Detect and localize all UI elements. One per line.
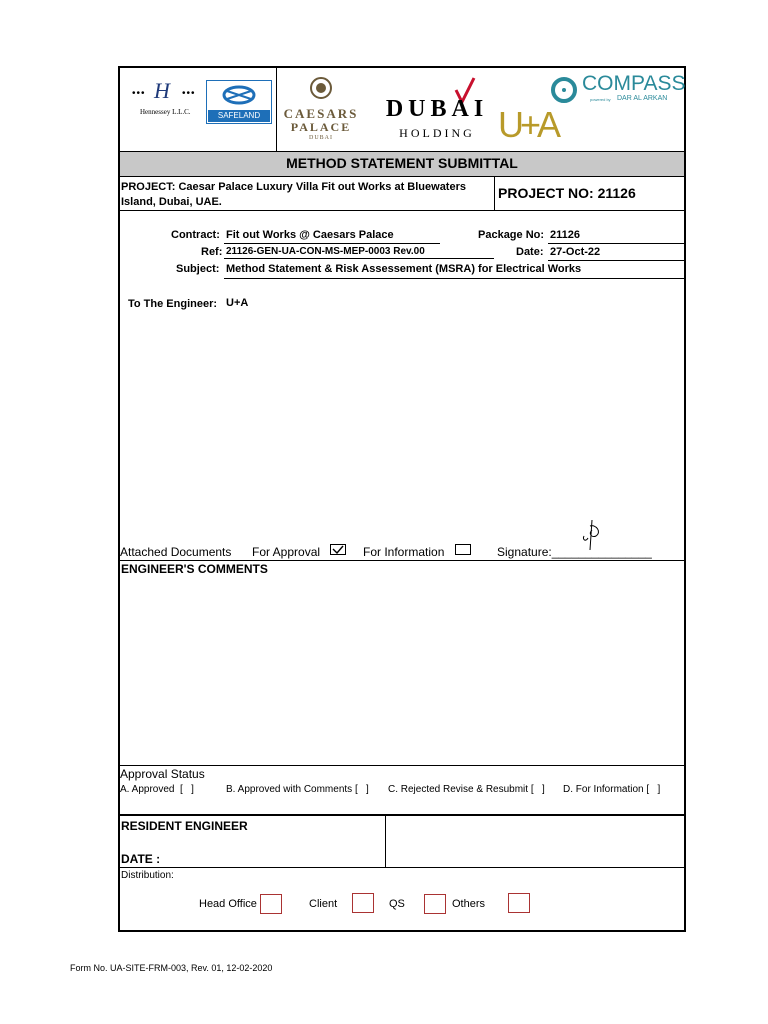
distribution-client-box[interactable] xyxy=(352,893,374,913)
comments-area[interactable] xyxy=(120,578,684,764)
logo-row xyxy=(120,68,684,152)
distribution-others-box[interactable] xyxy=(508,893,530,913)
subject-label: Subject: xyxy=(176,263,220,275)
engineers-comments-title: ENGINEER'S COMMENTS xyxy=(121,562,268,576)
date-label: Date: xyxy=(516,246,544,258)
for-approval-label: For Approval xyxy=(252,545,321,559)
for-information-checkbox[interactable] xyxy=(455,544,471,555)
distribution-client-label: Client xyxy=(309,898,338,910)
attached-documents-label: Attached Documents xyxy=(120,545,232,559)
hennessey-logo: ••• H ••• Hennessey L.L.C. xyxy=(132,78,196,116)
distribution-qs-label: QS xyxy=(389,898,405,910)
ref-label: Ref: xyxy=(201,246,223,258)
caesars-line2: PALACE xyxy=(290,120,352,134)
compass-dar: DAR AL ARKAN xyxy=(617,95,668,102)
project-name-line2: Island, Dubai, UAE. xyxy=(121,196,222,208)
dubai-text: DUBAI xyxy=(385,96,489,122)
approval-option-d[interactable]: D. For Information [ ] xyxy=(563,784,661,795)
caesars-line3: DUBAI xyxy=(309,135,333,141)
package-value: 21126 xyxy=(550,229,580,241)
contract-label: Contract: xyxy=(171,229,220,241)
compass-logo xyxy=(548,72,684,108)
compass-powered: powered by xyxy=(590,97,611,102)
caesars-palace-logo xyxy=(280,76,362,148)
date-value: 27-Oct-22 xyxy=(550,246,601,258)
subject-value: Method Statement & Risk Assessement (MSRA) for Electrical Works xyxy=(226,263,582,275)
check-icon xyxy=(331,545,345,554)
compass-icon xyxy=(550,76,578,104)
project-name-line1: PROJECT: Caesar Palace Luxury Villa Fit out Works at Bluewaters xyxy=(121,181,466,193)
safeland-icon xyxy=(221,84,257,106)
holding-text: HOLDING xyxy=(399,126,475,140)
distribution-others-label: Others xyxy=(452,898,486,910)
safeland-label: SAFELAND xyxy=(208,110,270,122)
project-number: PROJECT NO: 21126 xyxy=(498,185,636,201)
dubai-holding-logo xyxy=(382,76,492,146)
ua-logo: U+A xyxy=(498,104,558,145)
resident-date-label: DATE : xyxy=(121,852,161,866)
distribution-head-office-box[interactable] xyxy=(260,894,282,914)
safeland-logo xyxy=(206,80,272,124)
approval-option-b[interactable]: B. Approved with Comments [ ] xyxy=(226,784,369,795)
compass-text: COMPASS xyxy=(582,72,686,95)
distribution-head-office-label: Head Office xyxy=(199,898,257,910)
for-information-label: For Information xyxy=(363,545,445,559)
contract-value: Fit out Works @ Caesars Palace xyxy=(226,229,394,241)
hennessey-mark: H xyxy=(154,78,170,103)
signature-mark xyxy=(578,516,608,554)
package-label: Package No: xyxy=(478,229,545,241)
caesars-emblem-icon xyxy=(309,76,333,100)
engineer-label: To The Engineer: xyxy=(128,298,218,310)
caesars-line1: CAESARS xyxy=(283,106,359,121)
hennessey-name: Hennessey L.L.C. xyxy=(140,108,191,116)
ref-value: 21126-GEN-UA-CON-MS-MEP-0003 Rev.00 xyxy=(226,246,425,257)
approval-option-c[interactable]: C. Rejected Revise & Resubmit [ ] xyxy=(388,784,545,795)
approval-status-title: Approval Status xyxy=(120,767,205,781)
engineer-value: U+A xyxy=(226,297,249,309)
page-title: METHOD STATEMENT SUBMITTAL xyxy=(286,155,518,171)
signature-label: Signature:_______________ xyxy=(497,545,652,559)
resident-signature-area[interactable] xyxy=(386,816,684,867)
resident-engineer-label: RESIDENT ENGINEER xyxy=(121,819,248,833)
for-approval-checkbox[interactable] xyxy=(330,544,346,555)
form-number: Form No. UA-SITE-FRM-003, Rev. 01, 12-02-2020 xyxy=(70,963,273,973)
approval-option-a[interactable]: A. Approved [ ] xyxy=(120,784,194,795)
distribution-qs-box[interactable] xyxy=(424,894,446,914)
distribution-title: Distribution: xyxy=(121,870,174,881)
